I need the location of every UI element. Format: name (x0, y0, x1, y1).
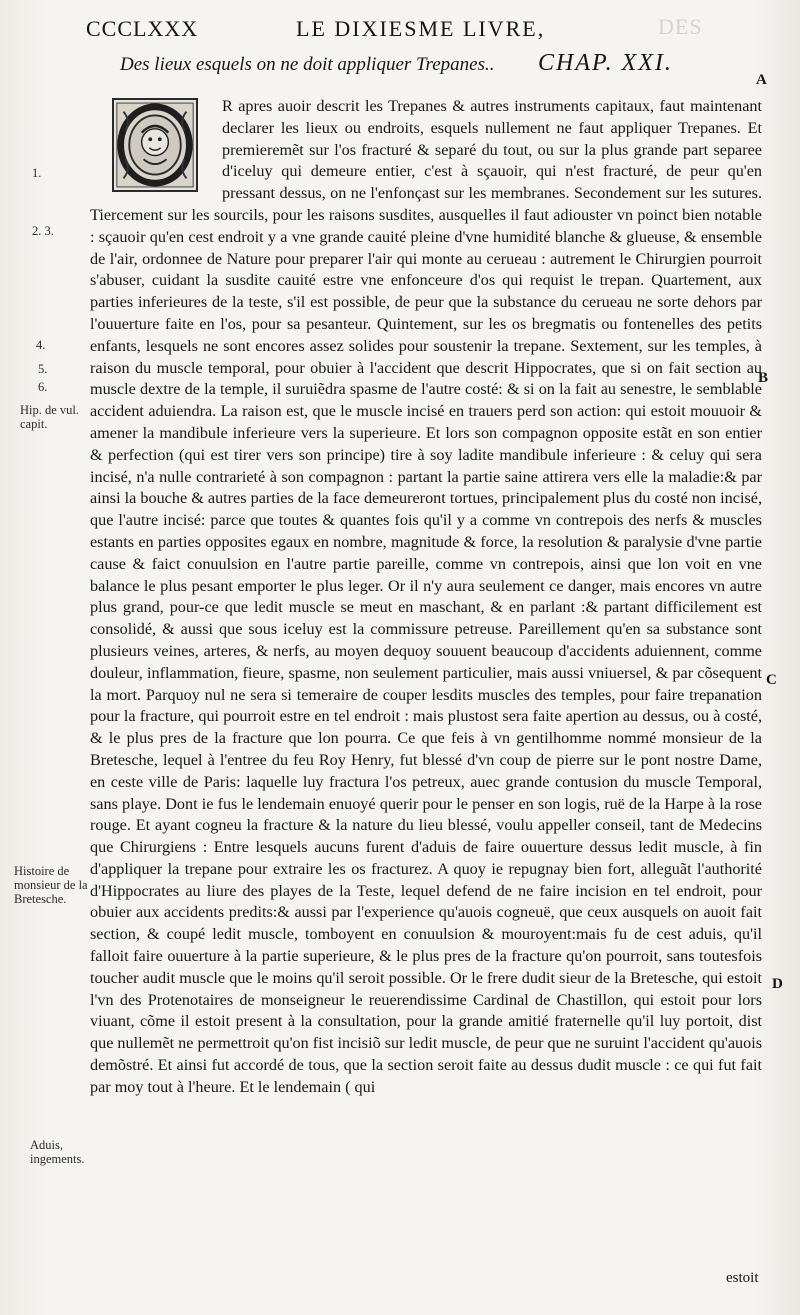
margin-note-1: 1. (32, 166, 42, 180)
catchword: estoit (726, 1270, 759, 1286)
running-header (86, 16, 726, 46)
chapter-number: CHAP. XXI. (538, 50, 673, 76)
margin-note-6: 6. (38, 380, 48, 394)
margin-note-5: 5. (38, 362, 48, 376)
chapter-body-text (90, 96, 762, 1099)
bleed-through-text: DES (658, 14, 703, 39)
running-title: LE DIXIESME LIVRE, (296, 16, 546, 41)
margin-note-hippocrates: Hip. de vul. capit. (20, 403, 80, 431)
section-letter-d: D (772, 976, 783, 992)
margin-note-aduis: Aduis, ingements. (30, 1138, 85, 1166)
margin-note-2-3: 2. 3. (32, 224, 54, 238)
margin-note-histoire: Histoire de monsieur de la Bretesche. (14, 864, 88, 906)
section-letter-c: C (766, 672, 777, 688)
folio-number: CCCLXXX (86, 16, 199, 41)
section-letter-a: A (756, 72, 767, 88)
body-paragraph: R apres auoir descrit les Trepanes & autres instruments capitaux, faut maintenant declarer les lieux ou endroits, esquels nullement ne faut appliquer Trepanes. Et premieremẽt sur l'os fracturé & separé du tout, ou sur la plus grande part separee d'iceluy qui demeure entier, c'est à sçauoir, qui n'est fracturé, de peur qu'en pressant dessus, on ne l'enfonçast sur les membranes. Secondement sur les sutures. Tiercement sur les sourcils, pour les raisons susdites, ausquelles il faut adiouster vn poinct bien notable : sçauoir qu'en cest endroit y a vne grande cauité pleine d'vne humidité blanche & glueuse, & ensemble de l'air, ordonnee de Nature pour preparer l'air qui monte au cerueau : autrement le Chirurgien pourroit s'abuser, cuidant la susdite cauité estre vne enfonceure d'os qui requist le trepan. Quartement, aux parties inferieures de la teste, s'il est possible, de peur que la substance du cerueau ne sorte dehors par l'ouuerture faite en l'os, pour sa pesanteur. Quintement, sur les os bregmatis ou fontenelles des petits enfants, lesquels ne sont encores assez solides pour soustenir la trepane. Sextement, sur les temples, à raison du muscle temporal, pour obuier à l'accident que descrit Hippocrates, que si on fait section au muscle dextre de la temple, il suruiẽdra spasme de l'autre costé: & si on la fait au senestre, le semblable accident aduiendra. La raison est, que le muscle incisé en trauers perd son action: qui estoit mouuoir & amener la mandibule inferieure vers la superieure. Et lors son compagnon opposite estãt en son entier & perfection (qui est tirer vers son principe) tire à soy ladite mandibule inferieure : & celuy qui sera incisé, n'a nulle contrarieté à son compagnon : partant la partie saine attirera vers elle la maladie:& par ainsi la bouche & autres parties de la face demeureront tortues, principalement plus du costé non incisé, que l'autre incisé: parce que toutes & quantes fois qu'il y a comme vn contrepois des nerfs & muscles estants en parties opposites egaux en nombre, magnitude & force, la resolution & paralysie d'vne partie cause & faict conuulsion en l'autre partie pareille, comme vn contrepois, ainsi que lon voit en vne balance le plus pesant emporter le plus leger. Or il n'y aura seulement ce danger, mais encores vn autre plus grand, pour-ce que ledit muscle se meut en maschant, & en parlant :& partant difficilement est consolidé, & aussi que sous iceluy est la commissure petreuse. Pareillement qu'en sa substance sont plusieurs veines, arteres, & nerfs, au moyen dequoy souuent beaucoup d'accidents aduiennent, comme douleur, inflammation, fieure, spasme, non seulement particulier, mais aussi vniuersel, & par cõsequent la mort. Parquoy nul ne sera si temeraire de couper lesdits muscles des temples, pour faire trepanation pour la fracture, qui pourroit estre en tel endroit : mais plustost sera faite apertion au dessus, ou à costé, & le plus pres de la fracture que lon pourra. Ce que feis à vn gentilhomme nommé monsieur de la Bretesche, lequel à l'entree du feu Roy Henry, fut blessé d'vn coup de pierre sur le pont nostre Dame, en ceste ville de Paris: laquelle luy fractura l'os petreux, auec grande contusion du muscle Temporal, sans playe. Dont ie fus le lendemain enuoyé querir pour le penser en son logis, ruë de la Harpe à la rose rouge. Et ayant cogneu la fracture & la nature du lieu blessé, voulu appeller conseil, tant de Medecins que Chirurgiens : Entre lesquels aucuns furent d'aduis de faire ouuerture dessus ledit muscle, à fin d'appliquer la trepane pour extraire les os fracturez. A quoy ie repugnay bien fort, alleguãt l'authorité d'Hippocrates au liure des playes de la Teste, lequel defend de ne faire incision en tel endroit, pour obuier aux accidents predits:& aussi par l'experience qu'auois cogneuë, que ceux ausquels on auoit fait section, & coupé ledit muscle, tomboyent en conuulsion & mouroyent:mais fu de cest aduis, qu'il falloit faire ouuerture à la partie superieure, & le plus pres de la fracture qu'on pourroit, sans toutesfois toucher audit muscle que le moins qu'il seroit possible. Or le frere dudit sieur de la Bretesche, qui estoit l'vn des Protenotaires de monseigneur le reuerendissime Cardinal de Chastillon, qui estoit pour lors viuant, cõme il estoit present à la consultation, pour la grande amitié fraternelle qu'il luy portoit, dist que nullemẽt ne permettroit qu'on fist incisiõ sur ledit muscle, de peur que ne suruint l'accident qu'auois demõstré. Et ainsi fut accordé de tous, que la section seroit faite au dessus dudit muscle : ce qui fut fait par moy tout à l'heure. Et le lendemain ( qui (90, 97, 762, 1096)
margin-note-4: 4. (36, 338, 46, 352)
chapter-heading (120, 50, 720, 82)
chapter-title: Des lieux esquels on ne doit appliquer Trepanes.. (120, 54, 495, 75)
initial-space (112, 96, 222, 204)
section-letter-b: B (758, 370, 769, 386)
